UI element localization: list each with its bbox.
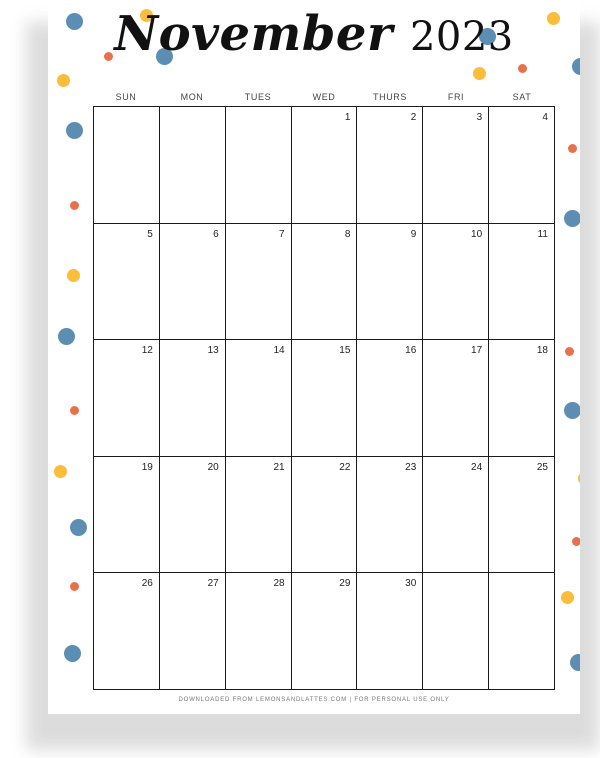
day-cell [489, 573, 555, 690]
decorative-dot [565, 347, 574, 356]
decorative-dot [58, 328, 75, 345]
day-number: 3 [476, 112, 483, 123]
day-number: 30 [405, 578, 417, 590]
day-cell [226, 340, 292, 457]
day-cell [226, 457, 292, 574]
day-cell [160, 457, 226, 574]
decorative-dot [568, 144, 577, 153]
decorative-dot [564, 210, 580, 227]
day-number: 4 [542, 112, 548, 123]
day-number: 2 [410, 112, 417, 123]
day-cell [489, 107, 555, 224]
weekday-label: TUES [244, 92, 272, 102]
day-number: 12 [141, 345, 153, 357]
day-cell [489, 224, 555, 341]
day-cell [489, 340, 555, 457]
day-number: 8 [344, 228, 351, 240]
decorative-dot [572, 537, 580, 546]
decorative-dot [473, 67, 486, 80]
day-cell [226, 224, 292, 341]
title-month: November [114, 6, 393, 62]
calendar-grid [93, 106, 555, 690]
weekday-label: MON [180, 92, 204, 102]
day-cell [94, 107, 160, 224]
day-cell [292, 573, 358, 690]
day-cell [160, 224, 226, 341]
day-number: 26 [141, 578, 153, 590]
day-number: 28 [273, 578, 285, 590]
decorative-dot [70, 582, 79, 591]
decorative-dot [66, 122, 83, 139]
day-number: 13 [207, 345, 219, 357]
day-cell [423, 457, 489, 574]
day-cell [94, 573, 160, 690]
day-cell [423, 340, 489, 457]
decorative-dot [67, 269, 80, 282]
day-cell [292, 340, 358, 457]
day-number: 10 [471, 228, 483, 240]
decorative-dot [564, 402, 580, 419]
decorative-dot [578, 472, 580, 485]
day-number: 9 [410, 228, 417, 240]
day-number: 19 [141, 461, 153, 473]
day-cell [292, 457, 358, 574]
day-number: 17 [471, 345, 483, 357]
day-number: 14 [273, 345, 285, 357]
day-cell [357, 107, 423, 224]
decorative-dot [57, 74, 70, 87]
weekday-label: WED [312, 92, 336, 102]
day-number: 24 [471, 461, 483, 473]
day-number: 15 [339, 345, 351, 357]
day-number: 18 [536, 345, 548, 357]
day-cell [423, 224, 489, 341]
day-number: 20 [207, 461, 219, 473]
day-cell [160, 340, 226, 457]
decorative-dot [561, 591, 574, 604]
decorative-dot [518, 64, 527, 73]
day-number: 23 [405, 461, 417, 473]
weekday-label: THURS [373, 92, 407, 102]
day-number: 11 [537, 228, 548, 240]
decorative-dot [570, 654, 580, 671]
day-cell [226, 107, 292, 224]
footer-credit: DOWNLOADED FROM LEMONSANDLATTES.COM | FOR PERSONAL USE ONLY [178, 697, 450, 703]
day-number: 25 [536, 461, 548, 473]
day-cell [94, 457, 160, 574]
day-number: 22 [339, 461, 351, 473]
day-cell [292, 224, 358, 341]
day-cell [94, 340, 160, 457]
calendar-title [48, 6, 580, 62]
day-number: 6 [213, 228, 219, 240]
day-cell [423, 107, 489, 224]
day-number: 1 [344, 112, 351, 123]
calendar-page [48, 0, 580, 714]
day-cell [357, 573, 423, 690]
decorative-dot [70, 519, 87, 536]
decorative-dot [64, 645, 81, 662]
day-cell [357, 224, 423, 341]
day-cell [292, 107, 358, 224]
weekday-label: SAT [512, 92, 532, 102]
day-number: 21 [273, 461, 285, 473]
day-cell [160, 107, 226, 224]
day-cell [226, 573, 292, 690]
day-number: 16 [405, 345, 417, 357]
day-cell [357, 340, 423, 457]
day-cell [94, 224, 160, 341]
day-cell [160, 573, 226, 690]
weekday-label: SUN [115, 92, 137, 102]
day-cell [423, 573, 489, 690]
day-number: 29 [339, 578, 351, 590]
weekday-header-row [93, 92, 555, 106]
day-cell [489, 457, 555, 574]
day-cell [357, 457, 423, 574]
decorative-dot [70, 201, 79, 210]
day-number: 5 [147, 228, 153, 240]
day-number: 27 [207, 578, 219, 590]
title-year: 2023 [409, 14, 514, 60]
decorative-dot [54, 465, 67, 478]
day-number: 7 [279, 228, 285, 240]
decorative-dot [70, 406, 79, 415]
weekday-label: FRI [447, 92, 465, 102]
